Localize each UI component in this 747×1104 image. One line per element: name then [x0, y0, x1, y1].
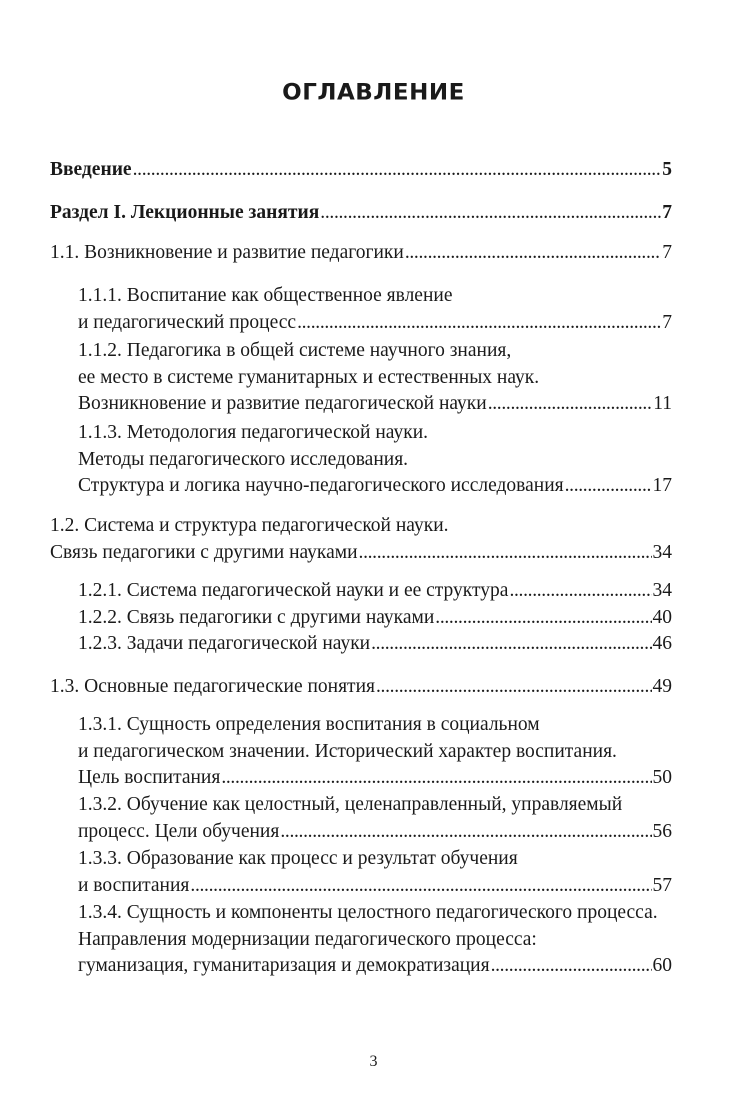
dot-leader — [435, 605, 651, 632]
dot-leader — [221, 765, 651, 792]
dot-leader — [491, 953, 652, 980]
toc-page-number: 11 — [653, 393, 672, 414]
toc-entry-text: Структура и логика научно-педагогического исследования — [78, 475, 564, 496]
toc-page-number: 56 — [652, 820, 672, 842]
toc-entry-text: 1.3.2. Обучение как целостный, целенаправленный, управляемый — [78, 794, 623, 815]
toc-entry-last-line — [50, 200, 672, 227]
toc-entry-text: 1.2.3. Задачи педагогической науки — [78, 633, 371, 654]
toc-entry-last-line — [78, 819, 672, 846]
toc-entry[interactable] — [50, 200, 672, 227]
dot-leader — [371, 631, 651, 658]
page-title: ОГЛАВЛЕНИЕ — [282, 80, 465, 106]
toc-entry-text: и педагогическом значении. Исторический характер воспитания. — [78, 740, 617, 762]
toc-entry-last-line — [78, 631, 672, 658]
toc-page-number: 60 — [652, 955, 672, 976]
dot-leader — [320, 200, 661, 227]
toc-entry-text: ее место в системе гуманитарных и естественных наук. — [78, 366, 540, 388]
dot-leader — [297, 310, 661, 337]
toc-page-number: 7 — [662, 311, 672, 333]
toc-page-number: 7 — [662, 202, 672, 223]
toc-page-number: 50 — [652, 767, 672, 788]
toc-entry-last-line — [78, 953, 672, 980]
toc-page-number: 5 — [662, 159, 672, 180]
toc-entry-text: и педагогический процесс — [78, 311, 297, 333]
toc-entry-text: 1.1.3. Методология педагогической науки. — [78, 422, 429, 443]
toc-page-number: 57 — [652, 874, 672, 896]
toc-entry-text: 1.2.1. Система педагогической науки и ее структура — [78, 580, 509, 601]
toc-entry-last-line — [78, 765, 672, 792]
toc-page-number: 17 — [652, 475, 672, 496]
toc-entry-text: 1.2. Система и структура педагогической науки. — [50, 515, 449, 536]
toc-entry-text: 1.2.2. Связь педагогики с другими науками — [78, 607, 435, 628]
dot-leader — [405, 240, 661, 267]
dot-leader — [359, 540, 652, 567]
toc-entry-last-line — [50, 240, 672, 267]
page-number: 3 — [369, 1053, 378, 1070]
dot-leader — [280, 819, 651, 846]
toc-entry[interactable] — [78, 900, 672, 980]
toc-entry-text: процесс. Цели обучения — [78, 820, 280, 842]
toc-entry-text: Введение — [50, 159, 132, 180]
toc-entry-text: 1.3.1. Сущность определения воспитания в социальном — [78, 714, 540, 735]
toc-entry-text: 1.3.3. Образование как процесс и результат обучения — [78, 848, 518, 869]
toc-page-number: 40 — [652, 607, 672, 628]
toc-entry[interactable] — [50, 513, 672, 566]
toc-entry-last-line — [78, 873, 672, 900]
toc-entry[interactable] — [50, 674, 672, 701]
toc-entry-text: 1.1.2. Педагогика в общей системе научного знания, — [78, 340, 512, 361]
toc-entry[interactable] — [78, 338, 672, 418]
toc-entry-text: 1.3. Основные педагогические понятия — [50, 676, 375, 697]
toc-entry-text: Направления модернизации педагогического процесса: — [78, 928, 537, 950]
toc-entry-text: гуманизация, гуманитаризация и демократизация — [78, 955, 490, 976]
toc-entry-last-line — [78, 605, 672, 632]
toc-entry-text: и воспитания — [78, 874, 190, 896]
dot-leader — [133, 157, 662, 184]
dot-leader — [565, 473, 652, 500]
toc-page-number: 34 — [652, 580, 672, 601]
toc-page-number: 46 — [652, 633, 672, 654]
dot-leader — [509, 578, 651, 605]
toc-entry-last-line — [78, 310, 672, 337]
toc-entry-last-line — [78, 578, 672, 605]
toc-entry[interactable] — [78, 712, 672, 792]
toc-entry-last-line — [50, 540, 672, 567]
toc-entry[interactable] — [78, 420, 672, 500]
toc-entry-last-line — [78, 391, 672, 418]
toc-page-number: 49 — [652, 676, 672, 697]
toc-entry-text: Цель воспитания — [78, 767, 221, 788]
dot-leader — [376, 674, 652, 701]
dot-leader — [190, 873, 651, 900]
toc-entry-last-line — [50, 674, 672, 701]
toc-entry-text: 1.3.4. Сущность и компоненты целостного педагогического процесса. — [78, 902, 658, 923]
toc-entry-last-line — [50, 157, 672, 184]
toc-entry-text: Связь педагогики с другими науками — [50, 541, 358, 563]
toc-entry-text: 1.1.1. Воспитание как общественное явление — [78, 285, 453, 306]
toc-entry[interactable] — [78, 631, 672, 658]
toc-entry[interactable] — [78, 283, 672, 336]
dot-leader — [488, 391, 653, 418]
toc-entry-last-line — [78, 473, 672, 500]
toc-entry-text: Методы педагогического исследования. — [78, 448, 409, 470]
toc-entry-text: 1.1. Возникновение и развитие педагогики — [50, 242, 404, 263]
toc-entry[interactable] — [50, 240, 672, 267]
toc-entry[interactable] — [50, 157, 672, 184]
toc-entry[interactable] — [78, 846, 672, 899]
toc-page-number: 34 — [652, 541, 672, 563]
toc-entry[interactable] — [78, 578, 672, 605]
toc-page-number: 7 — [662, 242, 672, 263]
toc-entry[interactable] — [78, 605, 672, 632]
toc-entry[interactable] — [78, 792, 672, 845]
toc-entry-text: Возникновение и развитие педагогической науки — [78, 393, 487, 414]
toc-entry-text: Раздел I. Лекционные занятия — [50, 202, 320, 223]
